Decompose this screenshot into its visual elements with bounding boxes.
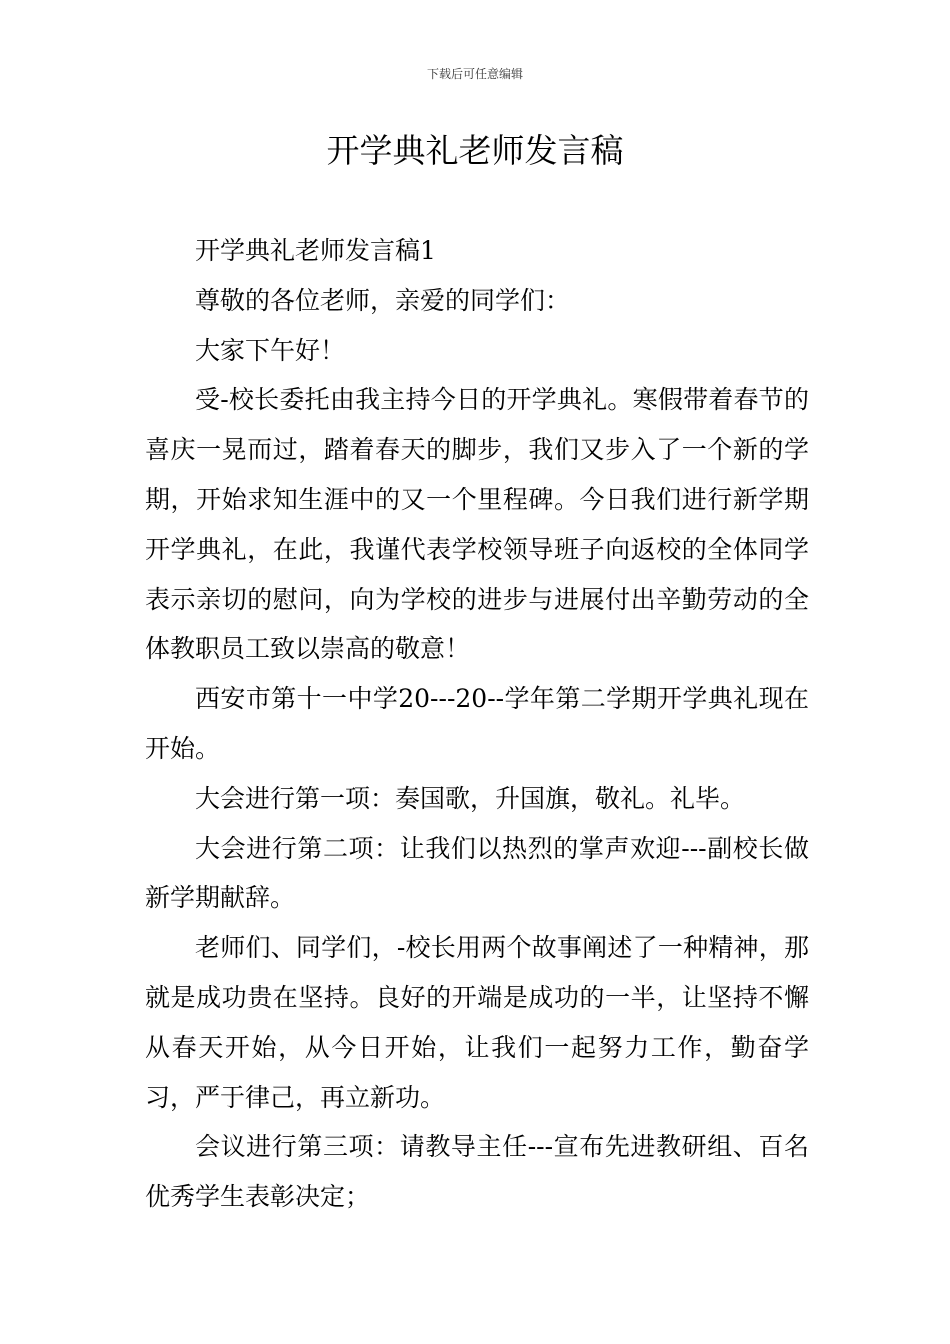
paragraph-greeting: 大家下午好！ (195, 335, 346, 365)
paragraph: 大会进行第二项：让我们以热烈的掌声欢迎---副校长做新学期献辞。 (145, 833, 809, 913)
paragraph: 受-校长委托由我主持今日的开学典礼。寒假带着春节的喜庆一晃而过，踏着春天的脚步，我们又步入了一个新的学期，开始求知生涯中的又一个里程碑。今日我们进行新学期开学典礼，在此，我谨代表学校领导班子向返校的全体同学表示亲切的慰问，向为学校的进步与进展付出辛勤劳动的全体教职员工致以崇高的敬意！ (145, 385, 809, 664)
paragraph: 老师们、同学们，-校长用两个故事阐述了一种精神，那就是成功贵在坚持。良好的开端是成功的一半，让坚持不懈从春天开始，从今日开始，让我们一起努力工作，勤奋学习，严于律己，再立新功。 (145, 933, 809, 1112)
paragraph-salutation: 尊敬的各位老师，亲爱的同学们： (195, 285, 571, 315)
paragraph: 会议进行第三项：请教导主任---宣布先进教研组、百名优秀学生表彰决定； (145, 1132, 809, 1212)
document-title: 开学典礼老师发言稿 (326, 131, 624, 170)
document-body (145, 226, 809, 1222)
paragraph: 西安市第十一中学20---20--学年第二学期开学典礼现在开始。 (145, 684, 809, 763)
paragraph: 大会进行第一项：奏国歌，升国旗，敬礼。礼毕。 (195, 783, 746, 813)
paragraph-subtitle: 开学典礼老师发言稿1 (195, 236, 436, 265)
header-note: 下载后可任意编辑 (426, 67, 523, 81)
